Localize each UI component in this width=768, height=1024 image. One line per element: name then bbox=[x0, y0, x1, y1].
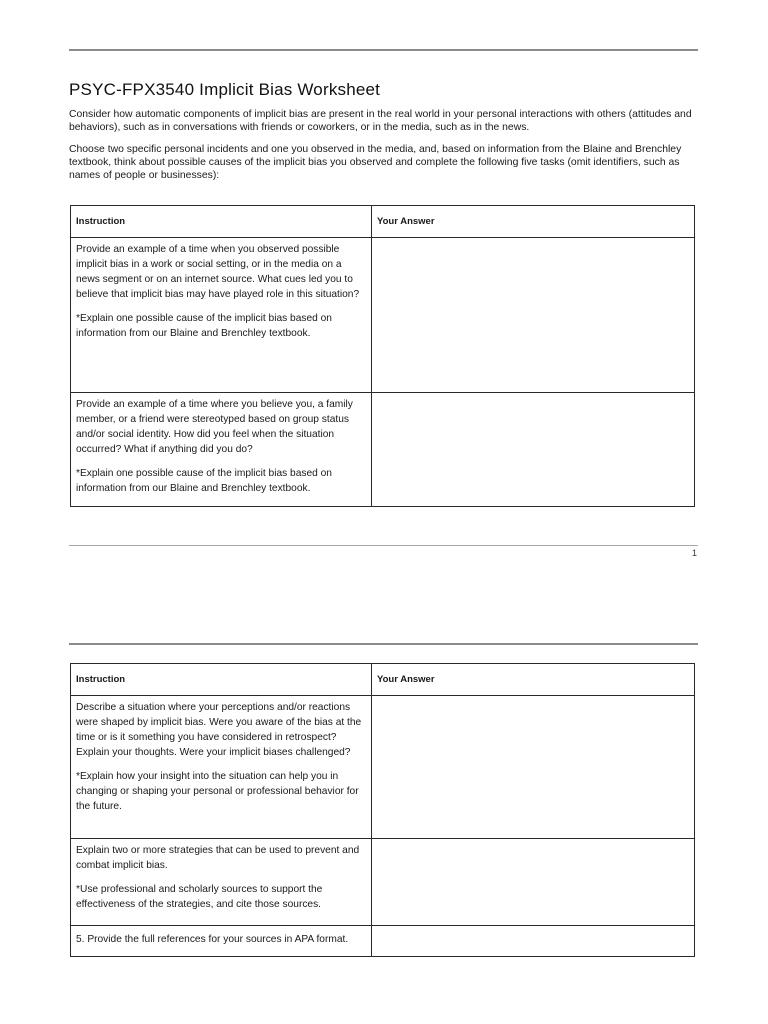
instruction-cell bbox=[71, 926, 372, 957]
page1-top-rule bbox=[69, 49, 698, 51]
table-row bbox=[71, 839, 695, 926]
answer-cell[interactable] bbox=[372, 926, 695, 957]
table-row bbox=[71, 393, 695, 507]
instruction-text: 5. Provide the full references for your sources in APA format. bbox=[76, 934, 349, 945]
table-row bbox=[71, 926, 695, 957]
instruction-cell bbox=[71, 839, 372, 926]
answer-cell[interactable] bbox=[372, 238, 695, 393]
page1-footer-rule bbox=[69, 545, 698, 546]
worksheet-table-page1 bbox=[70, 205, 695, 507]
header-your-answer: Your Answer bbox=[372, 664, 695, 696]
answer-cell[interactable] bbox=[372, 393, 695, 507]
instruction-text: Provide an example of a time where you believe you, a family member, or a friend were stereotyped based on group status and/or social identity. How did you feel when the situation occurred? What if anything did you do? bbox=[76, 399, 353, 455]
instruction-text: Provide an example of a time when you observed possible implicit bias in a work or social setting, or in the media on a news segment or on an internet source. What cues led you to believe that implicit bias may have played role in this situation? bbox=[76, 244, 360, 300]
header-instruction: Instruction bbox=[71, 206, 372, 238]
table-row bbox=[71, 238, 695, 393]
instruction-cell bbox=[71, 393, 372, 507]
worksheet-title: PSYC-FPX3540 Implicit Bias Worksheet bbox=[69, 80, 381, 99]
instruction-cell bbox=[71, 696, 372, 839]
table-row bbox=[71, 696, 695, 839]
instruction-text: Explain two or more strategies that can be used to prevent and combat implicit bias. bbox=[76, 845, 360, 871]
instruction-text: Describe a situation where your perceptions and/or reactions were shaped by implicit bias. Were you aware of the bias at the time or is it something you have considered in retrospect? Explain your thoughts. Were your implicit biases challenged? bbox=[76, 702, 362, 758]
table-header-row bbox=[71, 664, 695, 696]
instruction-note: *Explain one possible cause of the implicit bias based on information from our Blaine and Brenchley textbook. bbox=[76, 468, 332, 494]
answer-cell[interactable] bbox=[372, 839, 695, 926]
worksheet-table-page2 bbox=[70, 663, 695, 957]
page2-top-rule bbox=[69, 643, 698, 645]
instruction-cell bbox=[71, 238, 372, 393]
header-your-answer: Your Answer bbox=[372, 206, 695, 238]
instruction-note: *Explain how your insight into the situation can help you in changing or shaping your personal or professional behavior for the future. bbox=[76, 771, 359, 812]
instruction-note: *Use professional and scholarly sources to support the effectiveness of the strategies, and cite those sources. bbox=[76, 884, 323, 910]
page-number: 1 bbox=[691, 548, 697, 558]
intro-paragraph-1: Consider how automatic components of implicit bias are present in the real world in your personal interactions with others (attitudes and behaviors), such as in conversations with friends or coworkers, or in the media, such as in the news. bbox=[69, 109, 692, 133]
instruction-note: *Explain one possible cause of the implicit bias based on information from our Blaine and Brenchley textbook. bbox=[76, 313, 332, 339]
intro-paragraph-2: Choose two specific personal incidents and one you observed in the media, and, based on information from the Blaine and Brenchley textbook, think about possible causes of the implicit bias you observed and complete the following five tasks (omit identifiers, such as names of people or businesses): bbox=[69, 144, 682, 181]
header-instruction: Instruction bbox=[71, 664, 372, 696]
table-header-row bbox=[71, 206, 695, 238]
answer-cell[interactable] bbox=[372, 696, 695, 839]
